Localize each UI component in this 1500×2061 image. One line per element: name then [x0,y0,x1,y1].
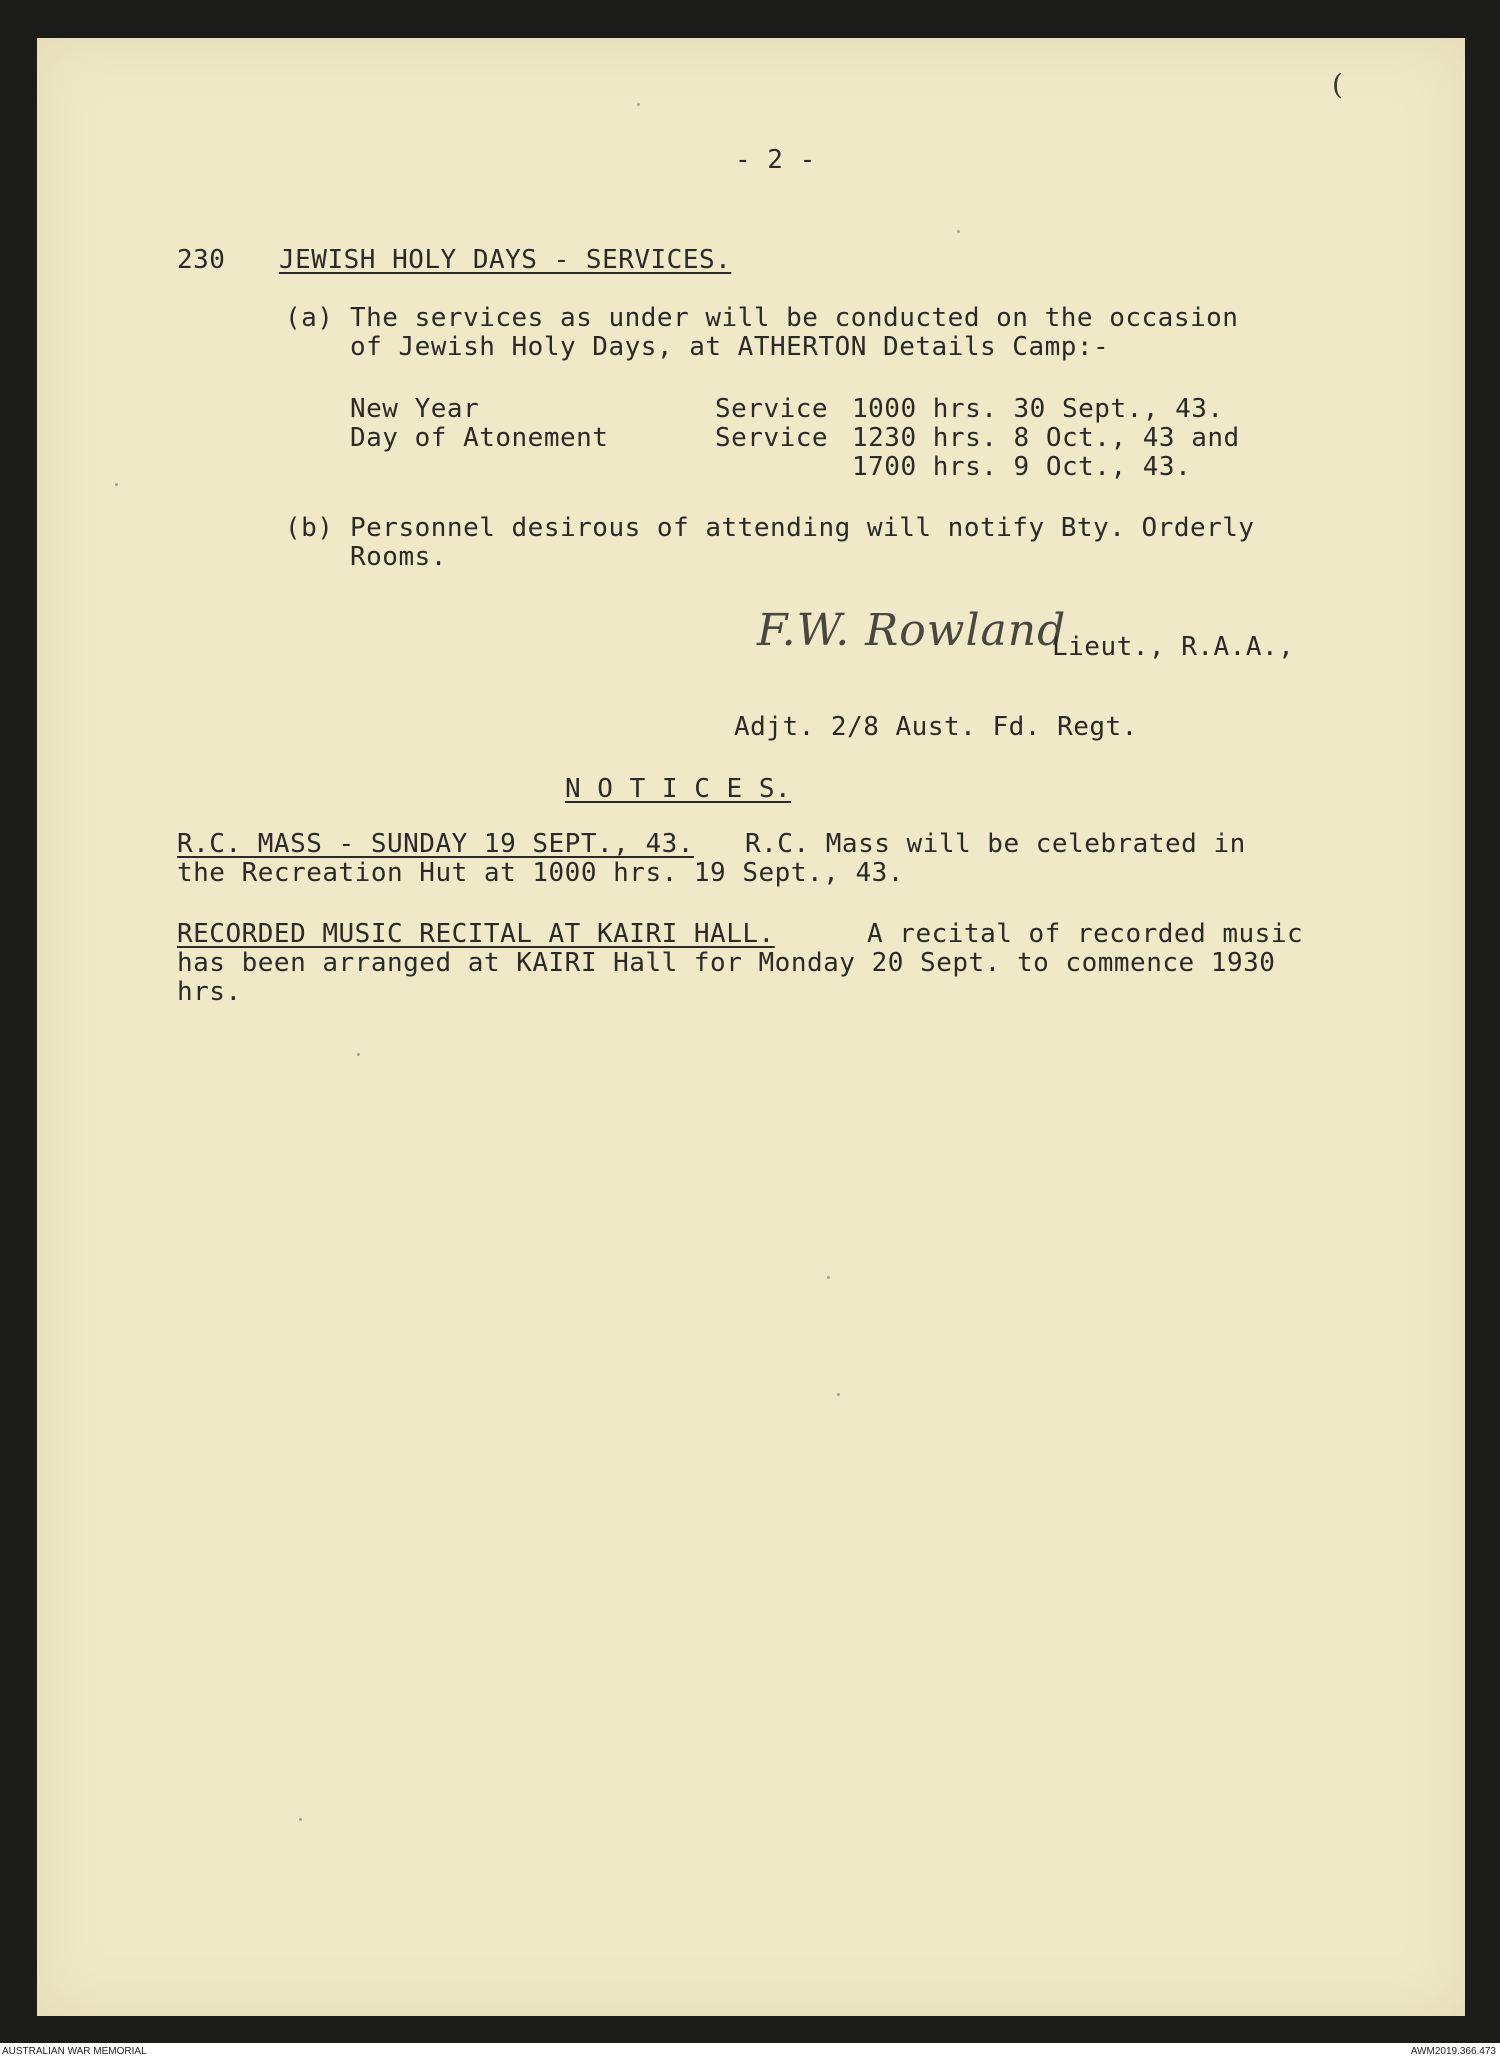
service-time-new-year: 1000 hrs. 30 Sept., 43. [852,394,1224,424]
paper-speck [637,103,640,106]
notice-1-title: R.C. MASS - SUNDAY 19 SEPT., 43. [177,829,694,859]
paper-speck [115,483,118,486]
notice-1-text: R.C. Mass will be celebrated in [745,829,1246,859]
item-b-line-1: Personnel desirous of attending will notify Bty. Orderly [350,513,1255,543]
item-a-line-2: of Jewish Holy Days, at ATHERTON Details Camp:- [350,332,1110,362]
handwritten-signature: F.W. Rowland [757,605,1067,656]
notice-1-line-2: the Recreation Hut at 1000 hrs. 19 Sept., 43. [177,858,904,888]
paper-speck [827,1276,830,1279]
notice-2-line-3: hrs. [177,977,242,1007]
item-a-label: (a) [285,303,334,333]
notice-2-title: RECORDED MUSIC RECITAL AT KAIRI HALL. [177,919,775,949]
service-time-day-of-atonement-1: 1230 hrs. 8 Oct., 43 and [852,423,1240,453]
item-b-label: (b) [285,513,334,543]
service-event-day-of-atonement: Day of Atonement [350,423,609,453]
signoff-rank: Lieut., R.A.A., [1052,632,1295,662]
notice-2-line-2: has been arranged at KAIRI Hall for Monday 20 Sept. to commence 1930 [177,948,1276,978]
notice-2-text: A recital of recorded music [867,919,1304,949]
paper-speck [357,1053,360,1056]
service-event-new-year: New Year [350,394,480,424]
paper-speck [957,230,960,233]
section-title: JEWISH HOLY DAYS - SERVICES. [279,245,732,275]
item-b-line-2: Rooms. [350,542,447,572]
page-number: - 2 - [735,145,816,175]
service-kind-day-of-atonement: Service [715,423,829,453]
paper-speck [837,1393,840,1396]
corner-pencil-mark: ( [1332,68,1343,101]
footer-institution-credit: AUSTRALIAN WAR MEMORIAL [2,2046,147,2057]
item-a-line-1: The services as under will be conducted on the occasion [350,303,1239,333]
signoff-appointment: Adjt. 2/8 Aust. Fd. Regt. [734,712,1138,742]
service-time-day-of-atonement-2: 1700 hrs. 9 Oct., 43. [852,452,1192,482]
footer-accession-number: AWM2019.366.473 [1410,2046,1496,2057]
service-kind-new-year: Service [715,394,829,424]
notices-heading: N O T I C E S. [565,774,792,804]
document-page [37,38,1465,2016]
paper-speck [299,1818,302,1821]
section-number: 230 [177,245,226,275]
